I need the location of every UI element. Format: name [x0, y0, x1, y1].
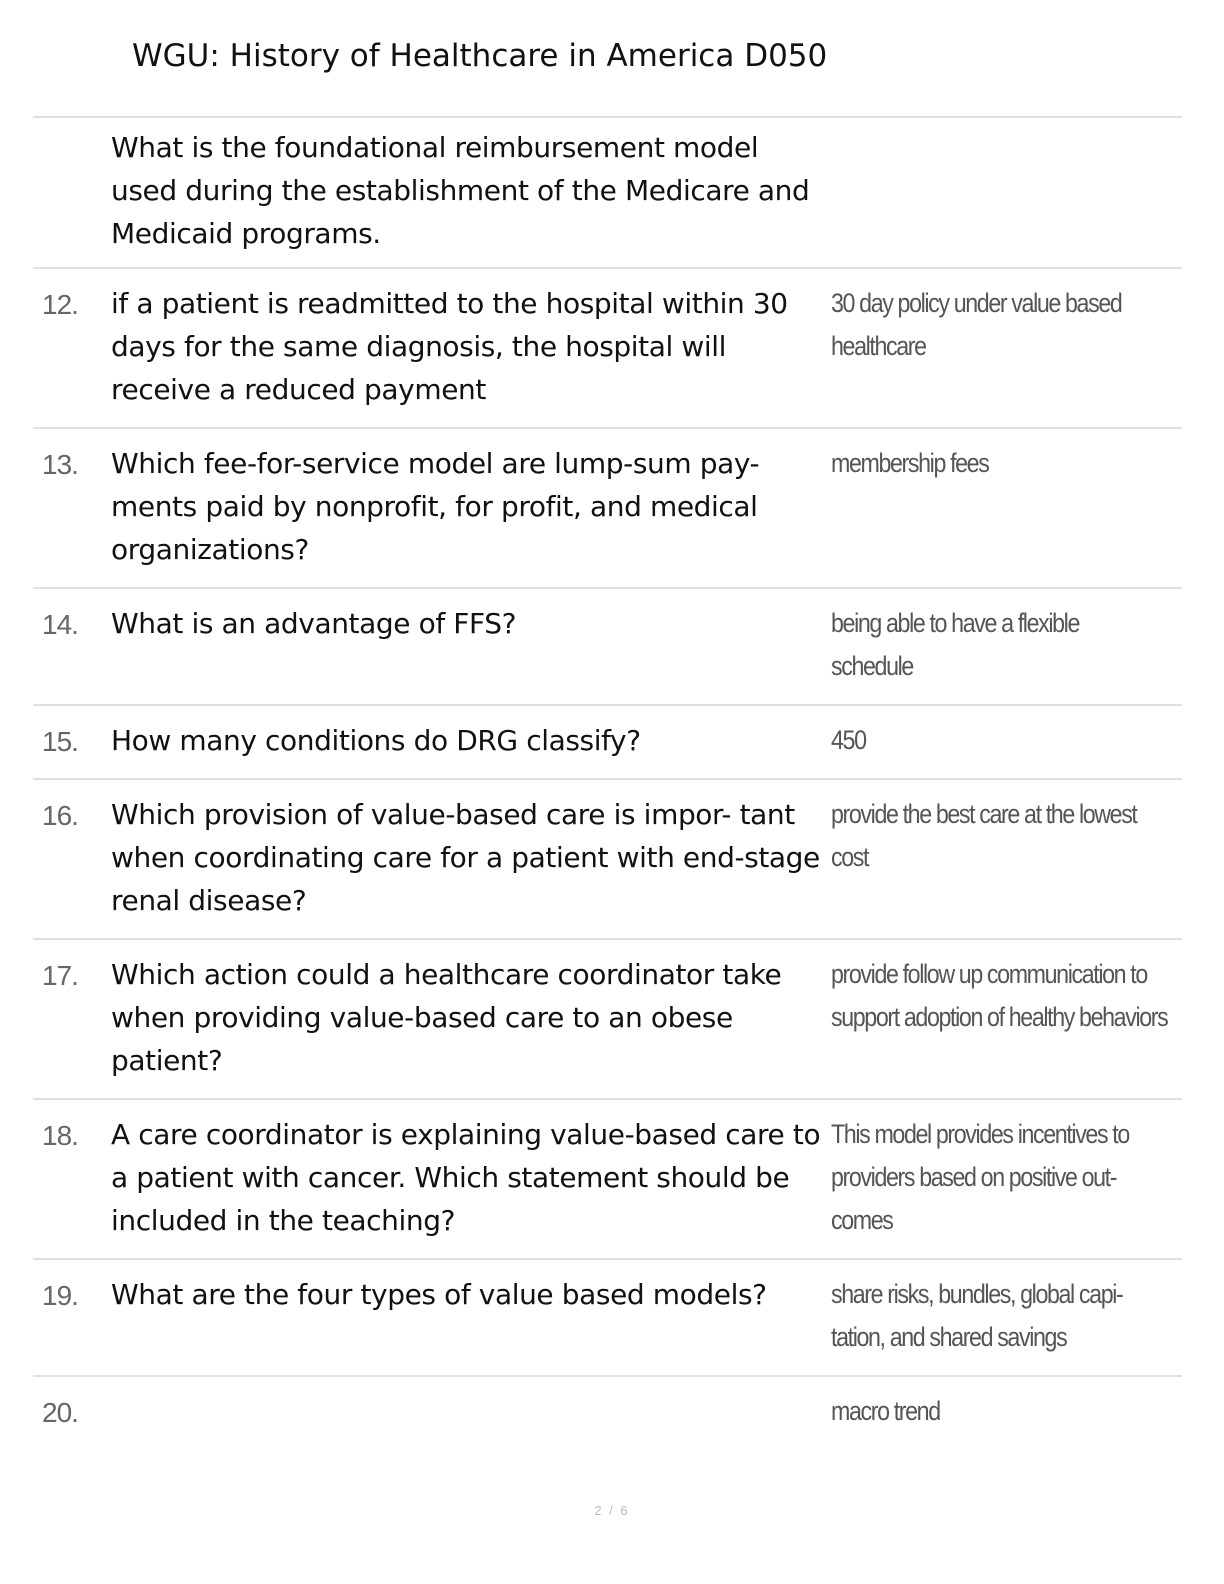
row-number: 14. [42, 609, 78, 640]
row-number: 19. [42, 1280, 78, 1311]
row-number: 13. [42, 449, 78, 480]
table-row [33, 1377, 1182, 1451]
table-row [33, 589, 1182, 706]
row-number: 16. [42, 800, 78, 831]
table-row [33, 429, 1182, 589]
question-text: A care coordinator is explaining value-based care to a patient with cancer. Which statement should be included in the teaching? [111, 1118, 821, 1237]
question-text: What are the four types of value based models? [111, 1278, 767, 1311]
question-text: What is an advantage of FFS? [111, 607, 517, 640]
table-row [33, 780, 1182, 940]
question-text: Which fee-for-service model are lump-sum pay- ments paid by nonprofit, for profit, and medical organizations? [111, 447, 760, 566]
answer-text: share risks, bundles, global capi- tation, and shared savings [831, 1279, 1123, 1352]
answer-text: provide follow up communication to support adoption of healthy behaviors [831, 959, 1168, 1032]
answer-text: membership fees [831, 448, 989, 478]
row-number: 12. [42, 289, 78, 320]
question-text: Which provision of value-based care is impor- tant when coordinating care for a patient with end-stage renal disease? [111, 798, 820, 917]
row-number: 18. [42, 1120, 78, 1151]
question-text: How many conditions do DRG classify? [111, 724, 641, 757]
question-text: if a patient is readmitted to the hospital within 30 days for the same diagnosis, the hospital will receive a reduced payment [111, 287, 788, 406]
flashcard-table [33, 116, 1182, 1451]
answer-text [831, 124, 1128, 126]
row-number: 20. [42, 1397, 78, 1428]
answer-text: This model provides incentives to providers based on positive out- comes [831, 1119, 1129, 1235]
table-row [33, 940, 1182, 1100]
table-row [33, 1100, 1182, 1260]
row-number: 15. [42, 726, 78, 757]
question-text: What is the foundational reimbursement model used during the establishment of the Medicare and Medicaid programs. [111, 131, 810, 250]
answer-text: being able to have a flexible schedule [831, 608, 1079, 681]
table-row [33, 118, 1182, 269]
page-title: WGU: History of Healthcare in America D050 [132, 38, 828, 74]
answer-text: macro trend [831, 1396, 940, 1426]
question-text [111, 1388, 826, 1390]
table-row [33, 269, 1182, 429]
page-number: 2 / 6 [594, 1503, 630, 1518]
answer-text: 30 day policy under value based healthcare [831, 288, 1122, 361]
table-row [33, 706, 1182, 780]
answer-text: provide the best care at the lowest cost [831, 799, 1137, 872]
row-number: 17. [42, 960, 78, 991]
answer-text: 450 [831, 725, 866, 755]
table-row [33, 1260, 1182, 1377]
question-text: Which action could a healthcare coordinator take when providing value-based care to an obese patient? [111, 958, 782, 1077]
